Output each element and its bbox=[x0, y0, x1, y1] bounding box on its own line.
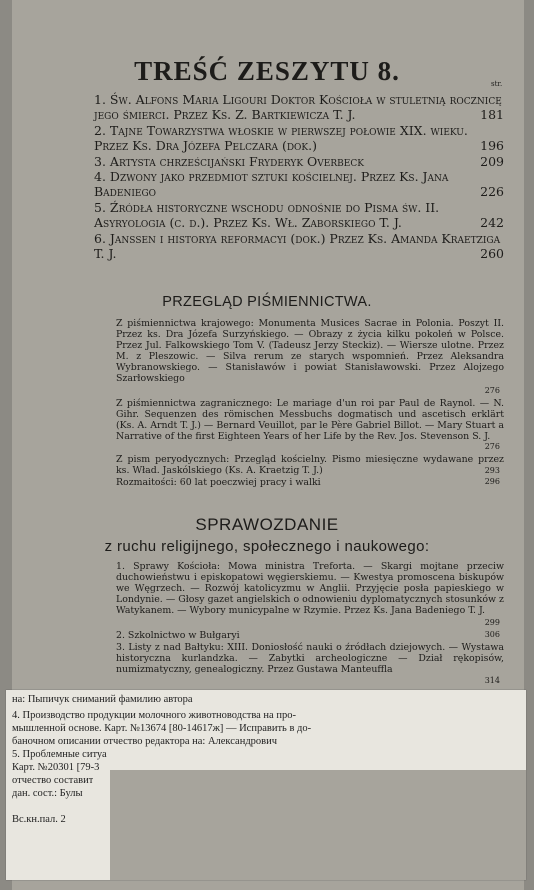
page-title: TREŚĆ ZESZYTU 8. bbox=[134, 56, 400, 86]
card-line: Вс.кн.пал. 2 bbox=[12, 814, 66, 825]
table-of-contents bbox=[94, 92, 504, 261]
page-column-label: str. bbox=[491, 80, 503, 88]
review-rozmaitosci: Rozmaitości: 60 lat poeczwiej pracy i walki bbox=[116, 477, 321, 488]
toc-item[interactable]: 5. Źródła historyczne wschodu odnośnie do Pisma św. II. Asyryologia (c. d.). Przez Ks. Wł. Zaborskiego T. J. 242 bbox=[94, 199, 504, 231]
report-item-page: 299 bbox=[484, 618, 500, 627]
card-line: дан. сост.: Булы bbox=[12, 788, 83, 799]
toc-item[interactable]: 4. Dzwony jako przedmiot sztuki kościelnej. Przez Ks. Jana Badeniego 226 bbox=[94, 169, 504, 200]
review-rozmaitosci-page: 296 bbox=[484, 477, 500, 486]
card-line: баночном описании отчество редактора на: Александрович bbox=[12, 736, 278, 747]
report-item-page: 314 bbox=[484, 676, 500, 685]
review-zagraniczne-page: 276 bbox=[484, 442, 500, 451]
card-line: 5. Проблемные ситуа bbox=[12, 749, 107, 760]
review-heading: PRZEGLĄD PIŚMIENNICTWA. bbox=[162, 294, 372, 310]
toc-item[interactable]: 1. Św. Alfons Maria Ligouri Doktor Kościoła w stuletnią rocznicę jego śmierci. Przez Ks. Z. Bartkiewicza T. J. 181 bbox=[94, 92, 504, 123]
review-krajowe: Z piśmiennictwa krajowego: Monumenta Musices Sacrae in Polonia. Poszyt II. Przez ks. Dra Józefa Surzyńskiego. — Obrazy z życia kilku pokoleń w Polsce. Przez Jul. Falkowskiego Tom V. (Tadeusz Jerzy Steckiz). — Wiersze ulotne. Przez M. z Pleszowic. — Silva rerum ze starych wspomnień. Przez Aleksandra Wybranowskiego. — Stanisławów i powiat Stanisławowski. Przez Alojzego Szarłowskiego bbox=[116, 318, 504, 385]
toc-item[interactable]: 3. Artysta chrześcijański Fryderyk Overbeck 209 bbox=[94, 153, 504, 169]
report-heading: SPRAWOZDANIE bbox=[195, 515, 339, 534]
report-item: 2. Szkolnictwo w Bułgaryi bbox=[116, 630, 240, 641]
card-line: 4. Производство продукции молочного животноводства на про- bbox=[12, 710, 296, 721]
toc-item[interactable]: 2. Tajne Towarzystwa włoskie w pierwszej połowie XIX. wieku. Przez Ks. Dra Józefa Pelczara (dok.) 196 bbox=[94, 122, 504, 154]
card-line: мышленной основе. Карт. №13674 [80-14617ж] — Исправить в до- bbox=[12, 723, 312, 734]
review-peryodyczne-page: 293 bbox=[484, 466, 500, 475]
report-item: 1. Sprawy Kościoła: Mowa ministra Treforta. — Skargi mojtane przeciw duchowieństwu i episkopatowi węgierskiemu. — Kwestya promoscena biskupów we Węgrzech. — Rozwój katolicyzmu w Anglii. Przyjęcie posła papieskiego w Londynie. — Głosy gazet angielskich o odnowieniu dyplomatycznych stosunków z Watykanem. — Wybory municypalne w Rzymie. Przez Ks. Jana Badeniego T. J. bbox=[116, 561, 504, 617]
card-line: отчество составит bbox=[12, 775, 94, 786]
toc-item[interactable]: 6. Janssen i historya reformacyi (dok.) Przez Ks. Amanda Kraetziga T. J. 260 bbox=[94, 230, 504, 262]
page-overlap-fragment bbox=[110, 770, 526, 880]
review-krajowe-page: 276 bbox=[484, 386, 500, 395]
review-zagraniczne: Z piśmiennictwa zagranicznego: Le mariage d'un roi par Paul de Raynol. — N. Gihr. Sequenzen des römischen Messbuchs dogmatisch und ascetisch erklärt (Ks. A. Arndt T. J.) — Bernard Veuillot, par le Père Gabriel Billot. — Mary Stuart a Narrative of the first Eighteen Years of her Life by the Rev. Jos. Stevenson S. J. bbox=[116, 398, 504, 443]
report-subheading: z ruchu religijnego, społecznego i naukowego: bbox=[104, 538, 430, 555]
report-item: 3. Listy z nad Bałtyku: XIII. Doniosłość nauki o źródłach dziejowych. — Wystawa historyczna kurlandzka. — Zabytki archeologiczne — Dział rękopisów, numizmatyczny, genealogiczny. Przez Gustawa Manteuffla bbox=[116, 642, 504, 676]
report-item-page: 306 bbox=[484, 630, 500, 639]
card-line: на: Пыпичук сниманий фамилию автора bbox=[12, 694, 193, 705]
card-line: Карт. №20301 [79-3 bbox=[12, 762, 100, 773]
review-peryodyczne: Z pism peryodycznych: Przegląd kościelny. Pismo miesięczne wydawane przez ks. Wład. Jaskólskiego (Ks. A. Kraetzig T. J.) bbox=[116, 454, 504, 477]
